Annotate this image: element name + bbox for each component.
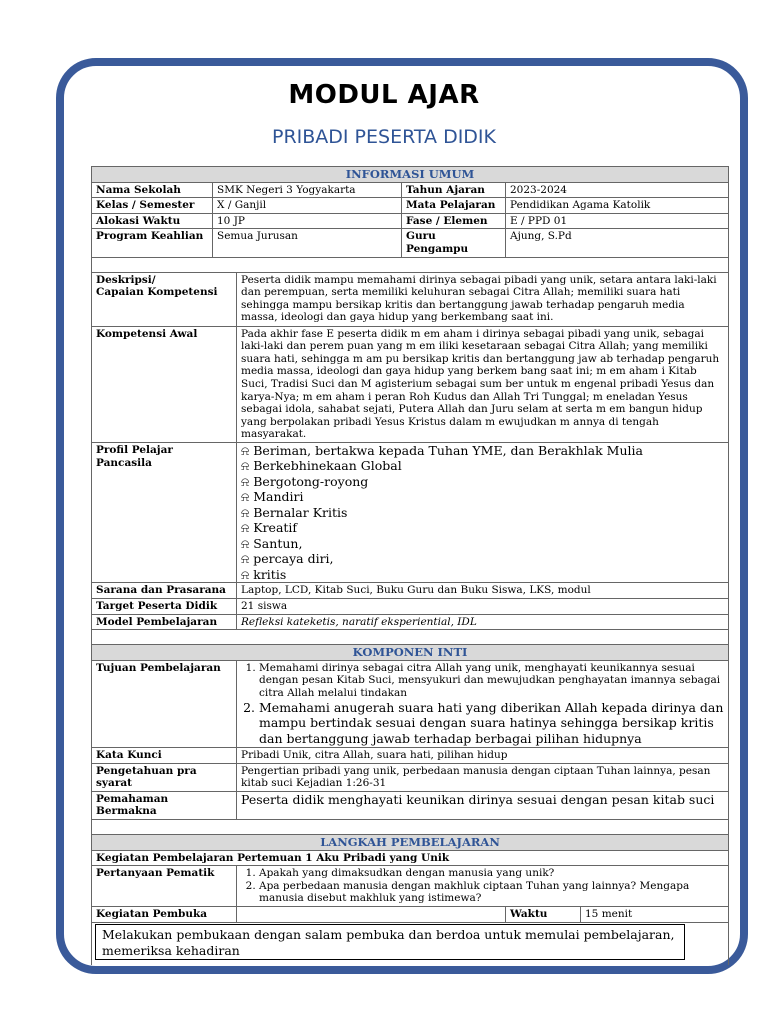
kompetensi-awal-row (92, 326, 729, 442)
document-subtitle: PRIBADI PESERTA DIDIK (271, 126, 496, 148)
profil-item: ⍾ Mandiri (241, 489, 304, 505)
pemahaman-row (92, 791, 729, 819)
sarana-label: Sarana dan Prasarana (92, 583, 237, 599)
info-row (92, 198, 729, 214)
kata-kunci-label: Kata Kunci (92, 748, 237, 764)
informasi-umum-heading: INFORMASI UMUM (92, 167, 729, 183)
pemahaman-value: Peserta didik menghayati keunikan dirinya sesuai dengan pesan kitab suci (237, 791, 729, 819)
model-row (92, 614, 729, 630)
info-value: Pendidikan Agama Katolik (506, 198, 729, 214)
tujuan-row (92, 660, 729, 747)
info-label: Alokasi Waktu (92, 213, 213, 229)
info-value: 10 JP (213, 213, 402, 229)
pertanyaan-list-cell (237, 866, 729, 907)
info-value: Semua Jurusan (213, 229, 402, 257)
kata-kunci-value: Pribadi Unik, citra Allah, suara hati, pilihan hidup (237, 748, 729, 764)
komponen-inti-heading-row (92, 645, 729, 661)
profil-item: ⍾ Bernalar Kritis (241, 504, 348, 520)
pembuka-row (92, 907, 729, 923)
pengetahuan-label-line1: Pengetahuan pra (96, 764, 197, 777)
tujuan-item: 1. Memahami dirinya sebagai citra Allah yang unik, menghayati keunikannya sesuai dengan pesan Kitab Suci, mensyukuri dan mewujudkan penghayatan imannya sebagai citra Allah melalui tindakan (259, 662, 724, 700)
document-title: MODUL AJAR (288, 80, 480, 110)
model-label: Model Pembelajaran (92, 614, 237, 630)
komponen-inti-heading: KOMPONEN INTI (92, 645, 729, 661)
info-label: Guru Pengampu (402, 229, 506, 257)
tujuan-list-cell (237, 660, 729, 747)
model-value: Refleksi kateketis, naratif eksperiential, IDL (237, 614, 729, 630)
deskripsi-label-line1: Deskripsi/ (96, 273, 156, 286)
profil-item: ⍾ Beriman, bertakwa kepada Tuhan YME, dan Berakhlak Mulia (241, 442, 643, 458)
profil-item: ⍾ kritis (241, 566, 287, 582)
profil-pelajar-row (92, 442, 729, 583)
waktu-label: Waktu (506, 907, 581, 923)
pengetahuan-label (92, 763, 237, 791)
kata-kunci-row (92, 748, 729, 764)
pertanyaan-item: 1. Apakah yang dimaksudkan dengan manusia yang unik? (259, 867, 724, 880)
info-row (92, 213, 729, 229)
info-row (92, 229, 729, 257)
pengetahuan-row (92, 763, 729, 791)
target-row (92, 599, 729, 615)
informasi-umum-heading-row (92, 167, 729, 183)
profil-item: ⍾ Kreatif (241, 520, 298, 536)
kompetensi-awal-value: Pada akhir fase E peserta didik m em aham i dirinya sebagai pibadi yang unik, sebagai laki-laki dan perem puan yang m em iliki kesetaraan sebagai Citra Allah; yang memiliki suara hati, sehingga m am pu bersikap kritis dan bertanggung jaw ab terhadap pengaruh media massa, ideologi dan gaya hidup yang berkem bang saat ini; m em aham i Kitab Suci, Tradisi Suci dan M agisterium sebagai sum ber untuk m engenal pribadi Yesus dan karya-Nya; m em aham i peran Roh Kudus dan Allah Tri Tunggal; m eneladan Yesus sebagai idola, sahabat sejati, Putera Allah dan Juru selam at serta m em bangun hidup yang berpolakan pribadi Yesus Kristus dalam m ewujudkan m annya di tengah masyarakat. (237, 326, 729, 442)
info-value: E / PPD 01 (506, 213, 729, 229)
profil-pelajar-list (237, 442, 729, 583)
pertanyaan-row (92, 866, 729, 907)
pertanyaan-list (241, 867, 724, 905)
info-label: Program Keahlian (92, 229, 213, 257)
info-label: Tahun Ajaran (402, 182, 506, 198)
info-label: Nama Sekolah (92, 182, 213, 198)
pembuka-label: Kegiatan Pembuka (92, 907, 237, 923)
langkah-heading: LANGKAH PEMBELAJARAN (92, 835, 729, 851)
info-label: Mata Pelajaran (402, 198, 506, 214)
deskripsi-label-line2: Capaian Kompetensi (96, 286, 218, 299)
info-label: Fase / Elemen (402, 213, 506, 229)
profil-item: ⍾ Berkebhinekaan Global (241, 458, 402, 474)
info-value: X / Ganjil (213, 198, 402, 214)
waktu-value: 15 menit (581, 907, 729, 923)
pengetahuan-label-line2: syarat (96, 777, 133, 790)
pertanyaan-label: Pertanyaan Pematik (92, 866, 237, 907)
sarana-value: Laptop, LCD, Kitab Suci, Buku Guru dan Buku Siswa, LKS, modul (237, 583, 729, 599)
spacer-cell (92, 630, 729, 645)
sarana-row (92, 583, 729, 599)
spacer-row (92, 257, 729, 272)
deskripsi-row (92, 272, 729, 326)
module-table (91, 166, 729, 965)
profil-pelajar-label: Profil Pelajar Pancasila (92, 442, 237, 583)
tujuan-item: 2. Memahami anugerah suara hati yang diberikan Allah kepada dirinya dan mampu bertindak sesuai dengan suara hatinya sehingga bersikap kritis dan bertanggung jawab terhadap berbagai pilihan hidupnya (259, 700, 724, 747)
tujuan-list (241, 662, 724, 746)
target-value: 21 siswa (237, 599, 729, 615)
pertanyaan-item: 2. Apa perbedaan manusia dengan makhluk ciptaan Tuhan yang lainnya? Mengapa manusia disebut makhluk yang istimewa? (259, 880, 724, 905)
tujuan-label: Tujuan Pembelajaran (92, 660, 237, 747)
deskripsi-label (92, 272, 237, 326)
info-label: Kelas / Semester (92, 198, 213, 214)
spacer-cell (92, 257, 729, 272)
info-row (92, 182, 729, 198)
pembuka-empty-cell (237, 907, 506, 923)
profil-item: ⍾ Santun, (241, 535, 303, 551)
langkah-heading-row (92, 835, 729, 851)
pengetahuan-value: Pengertian pribadi yang unik, perbedaan manusia dengan ciptaan Tuhan lainnya, pesan kitab suci Kejadian 1:26-31 (237, 763, 729, 791)
pemahaman-label: Pemahaman Bermakna (92, 791, 237, 819)
info-value: SMK Negeri 3 Yogyakarta (213, 182, 402, 198)
target-label: Target Peserta Didik (92, 599, 237, 615)
profil-item: ⍾ Bergotong-royong (241, 473, 369, 489)
info-value: 2023-2024 (506, 182, 729, 198)
spacer-row (92, 630, 729, 645)
kegiatan-pembuka-text-box: Melakukan pembukaan dengan salam pembuka dan berdoa untuk memulai pembelajaran, memeriksa kehadiran (95, 924, 685, 960)
profil-item: ⍾ percaya diri, (241, 551, 334, 567)
kompetensi-awal-label: Kompetensi Awal (92, 326, 237, 442)
kegiatan-title: Kegiatan Pembelajaran Pertemuan 1 Aku Pribadi yang Unik (92, 850, 729, 866)
info-value: Ajung, S.Pd (506, 229, 729, 257)
spacer-row (92, 820, 729, 835)
spacer-cell (92, 820, 729, 835)
deskripsi-value: Peserta didik mampu memahami dirinya sebagai pibadi yang unik, setara antara laki-laki dan perempuan, serta memiliki keluhuran sebagai Citra Allah; memiliki suara hati sehingga mampu bersikap kritis dan bertanggung jawab terhadap pengaruh media massa, ideologi dan gaya hidup yang berkembang saat ini. (237, 272, 729, 326)
kegiatan-title-row (92, 850, 729, 866)
